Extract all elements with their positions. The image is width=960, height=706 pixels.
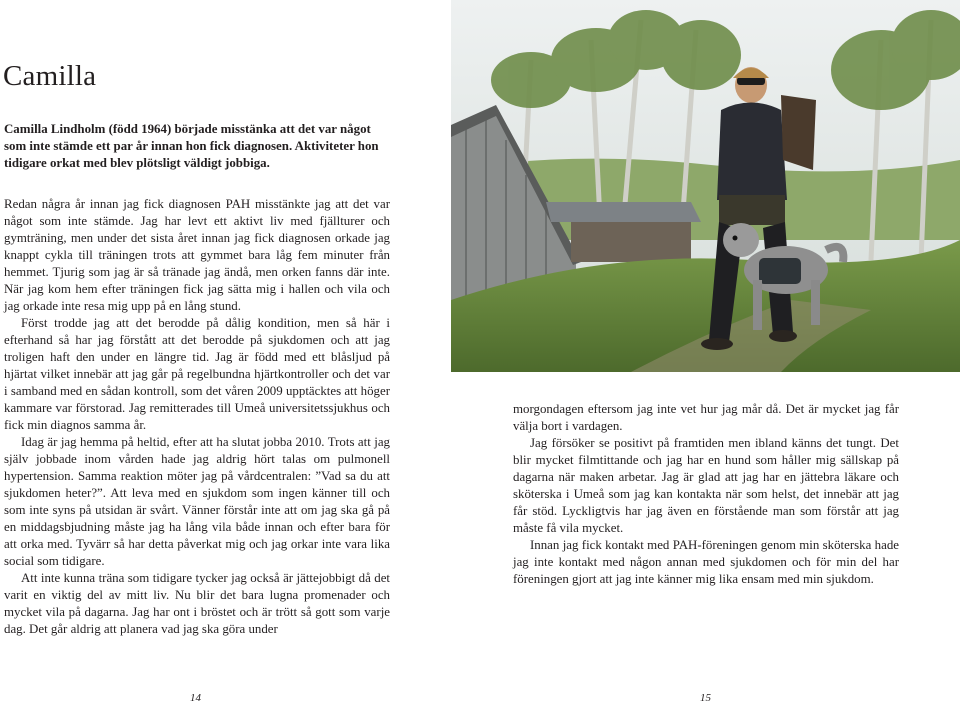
page-number-right: 15 <box>700 692 711 704</box>
page-number-left: 14 <box>190 692 201 704</box>
body-paragraph: Först trodde jag att det berodde på dålig kondition, men så här i efterhand så har jag förstått att det berodde på sjukdomen och att jag troligen haft den under en längre tid. Jag är född med ett blåsljud på hjärtat vilket innebär att jag går på regelbundna hjärtkontroller och det var i samband med en sådan kontroll, som det våren 2009 upptäcktes att höger kammare var förstorad. Jag remitterades till Umeå universitetssjukhus och fick min diagnos samma år. <box>4 316 390 432</box>
body-paragraph: Innan jag fick kontakt med PAH-föreningen genom min sköterska hade jag inte kontakt med någon annan med sjukdomen och för min del har föreningen gjort att jag inte känner mig lika ensam med min sjukdom. <box>513 538 899 586</box>
body-paragraph: Redan några år innan jag fick diagnosen PAH misstänkte jag att det var något som inte stämde. Jag har levt ett aktivt liv med fjällturer och gymträning, men under det sista året innan jag fick diagnosen orkade jag knappt cykla till träningen trots att gymmet bara låg fem minuter från hemmet. Tjurig som jag är så tränade jag ändå, men orken fanns där inte. När jag kom hem efter träningen fick jag sätta mig i hallen och vila och jag orkade inte resa mig upp på en lång stund. <box>4 197 390 313</box>
page-title: Camilla <box>3 60 97 92</box>
right-text-column <box>513 401 899 588</box>
body-paragraph: Att inte kunna träna som tidigare tycker jag också är jättejobbigt då det varit en viktig del av mitt liv. Nu blir det bara lugna promenader och mycket vila på dagarna. Jag har ont i bröstet och är trött så gott som varje dag. Det går aldrig att planera vad jag ska göra under <box>4 571 390 636</box>
body-paragraph: Jag försöker se positivt på framtiden men ibland känns det tungt. Det blir mycket filmtittande och jag har en hund som håller mig sällskap på dagarna när maken arbetar. Jag är glad att jag har en jättebra läkare och sköterska i Umeå som jag kan kontakta när som helst, det innebär att jag får stöd. Lyckligtvis har jag även en förstående man som förstår att jag måste få vila mycket. <box>513 436 899 535</box>
intro-paragraph: Camilla Lindholm (född 1964) började misstänka att det var något som inte stämde ett par år innan hon fick diagnosen. Aktiviteter hon tidigare orkat med blev plötsligt väldigt jobbiga. <box>4 122 379 170</box>
body-paragraph: morgondagen eftersom jag inte vet hur jag mår då. Det är mycket jag får välja bort i vardagen. <box>513 402 899 433</box>
photo-woman-with-dog <box>451 0 960 372</box>
left-text-column <box>4 196 390 638</box>
body-paragraph: Idag är jag hemma på heltid, efter att ha slutat jobba 2010. Trots att jag själv jobbade inom vården hade jag aldrig hört talas om pulmonell hypertension. Samma reaktion möter jag på vårdcentralen: ”Vad sa du att sjukdomen heter?”. Att leva med en sjukdom som ingen känner till och som inte syns på utsidan är svårt. Vänner förstår inte att om jag ska gå på en middagsbjudning måste jag ha lång vila både innan och efter bara för att orka med. Tyvärr så har detta påverkat mig och jag orkar inte vara lika social som tidigare. <box>4 435 390 568</box>
